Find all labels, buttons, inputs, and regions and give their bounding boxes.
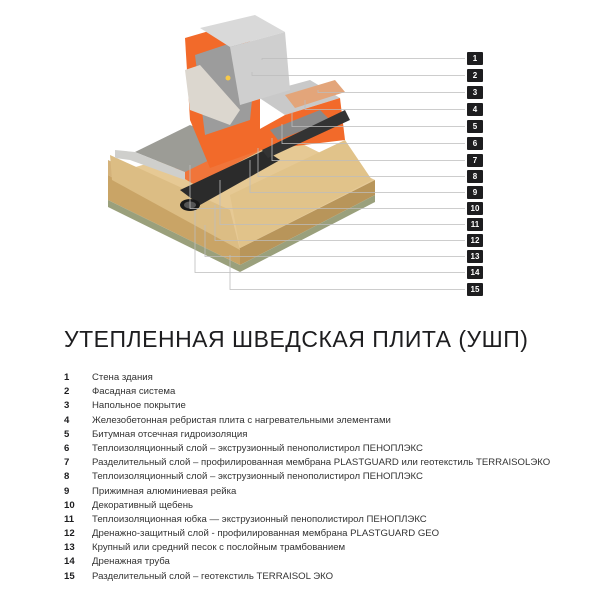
layer-badge-7: 7 [467, 154, 483, 167]
leader-line [292, 112, 465, 127]
leader-line [190, 165, 465, 209]
legend-label: Битумная отсечная гидроизоляция [92, 428, 248, 440]
leader-line [272, 138, 465, 161]
legend-number: 11 [64, 513, 75, 525]
layer-badge-13: 13 [467, 250, 483, 263]
legend-item [64, 513, 550, 527]
layer-badge-6: 6 [467, 137, 483, 150]
layer-badge-3: 3 [467, 86, 483, 99]
legend-number: 10 [64, 499, 75, 511]
legend-label: Фасадная система [92, 386, 176, 398]
layer-badge-9: 9 [467, 186, 483, 199]
layer-badge-4: 4 [467, 103, 483, 116]
legend-number: 8 [64, 471, 70, 483]
legend-label: Разделительный слой – геотекстиль TERRAISOL ЭКО [92, 570, 334, 582]
legend-item [64, 485, 550, 499]
legend-label: Дренажно-защитный слой - профилированная мембрана PLASTGUARD GEO [92, 528, 440, 540]
leader-line [305, 100, 465, 110]
legend-item [64, 456, 550, 470]
leader-line [318, 90, 465, 93]
layer-legend [64, 371, 550, 584]
legend-item [64, 428, 550, 442]
layer-badge-1: 1 [467, 52, 483, 65]
legend-number: 4 [64, 414, 70, 426]
legend-number: 1 [64, 372, 70, 383]
legend-label: Декоративный щебень [92, 499, 194, 511]
legend-item [64, 570, 550, 584]
layer-badge-14: 14 [467, 266, 483, 279]
legend-number: 12 [64, 528, 75, 540]
legend-item [64, 470, 550, 484]
legend-item [64, 541, 550, 555]
layer-badge-2: 2 [467, 69, 483, 82]
legend-label: Теплоизоляционная юбка — экструзионный пенополистирол ПЕНОПЛЭКС [92, 513, 427, 525]
legend-number: 3 [64, 400, 70, 412]
leader-line [262, 59, 465, 61]
leader-line [252, 72, 465, 76]
legend-number: 14 [64, 556, 75, 568]
legend-label: Теплоизоляционный слой – экструзионный пенополистирол ПЕНОПЛЭКС [92, 471, 423, 483]
legend-number: 13 [64, 542, 75, 554]
legend-item [64, 371, 550, 385]
legend-label: Напольное покрытие [92, 400, 186, 412]
legend-label: Железобетонная ребристая плита с нагревательными элементами [92, 414, 391, 426]
legend-label: Теплоизоляционный слой – экструзионный пенополистирол ПЕНОПЛЭКС [92, 442, 423, 454]
legend-number: 9 [64, 485, 70, 497]
legend-item [64, 527, 550, 541]
legend-item [64, 499, 550, 513]
legend-number: 15 [64, 570, 75, 582]
legend-item [64, 442, 550, 456]
legend-number: 7 [64, 457, 70, 469]
legend-item [64, 414, 550, 428]
layer-badge-11: 11 [467, 218, 483, 231]
leader-line [258, 148, 465, 177]
page-title: УТЕПЛЕННАЯ ШВЕДСКАЯ ПЛИТА (УШП) [64, 326, 529, 352]
layer-badge-8: 8 [467, 170, 483, 183]
layer-badge-15: 15 [467, 283, 483, 296]
leader-line [215, 205, 465, 241]
layer-badge-5: 5 [467, 120, 483, 133]
leader-line [220, 180, 465, 225]
legend-number: 6 [64, 442, 70, 454]
legend-item [64, 385, 550, 399]
leader-line [195, 210, 465, 273]
legend-label: Дренажная труба [92, 556, 170, 568]
legend-item [64, 399, 550, 413]
legend-label: Прижимная алюминиевая рейка [92, 485, 237, 497]
layer-badge-10: 10 [467, 202, 483, 215]
legend-label: Разделительный слой – профилированная мембрана PLASTGUARD или геотекстиль TERRAISOLЭКО [92, 457, 551, 469]
legend-item [64, 555, 550, 569]
legend-label: Стена здания [92, 372, 153, 383]
legend-label: Крупный или средний песок с послойным трамбованием [92, 542, 346, 554]
leader-line [282, 124, 465, 144]
legend-number: 5 [64, 428, 70, 440]
legend-number: 2 [64, 386, 70, 398]
layer-badge-12: 12 [467, 234, 483, 247]
